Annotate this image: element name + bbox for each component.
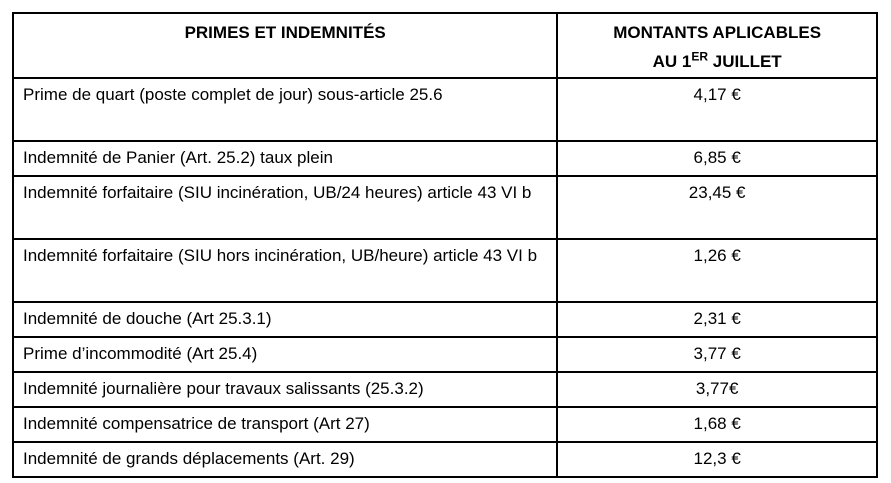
row-amount: 2,31 € [557, 302, 877, 337]
table-row [13, 407, 877, 442]
table-row [13, 302, 877, 337]
row-label: Indemnité de grands déplacements (Art. 29) [13, 442, 557, 477]
row-label: Indemnité compensatrice de transport (Art 27) [13, 407, 557, 442]
table-row [13, 239, 877, 302]
table-row [13, 141, 877, 176]
row-amount: 23,45 € [557, 176, 877, 239]
row-amount: 1,26 € [557, 239, 877, 302]
row-label: Indemnité journalière pour travaux salissants (25.3.2) [13, 372, 557, 407]
row-amount: 3,77 € [557, 337, 877, 372]
row-amount: 12,3 € [557, 442, 877, 477]
table-row [13, 442, 877, 477]
row-label: Prime d’incommodité (Art 25.4) [13, 337, 557, 372]
row-amount: 1,68 € [557, 407, 877, 442]
header-montants-applicables [557, 13, 877, 78]
row-label: Prime de quart (poste complet de jour) sous-article 25.6 [13, 78, 557, 141]
table-row [13, 176, 877, 239]
header-row [13, 13, 877, 78]
row-amount: 4,17 € [557, 78, 877, 141]
row-amount: 3,77€ [557, 372, 877, 407]
row-label: Indemnité de douche (Art 25.3.1) [13, 302, 557, 337]
primes-indemnites-table [12, 12, 878, 478]
table-row [13, 78, 877, 141]
row-label: Indemnité forfaitaire (SIU incinération, UB/24 heures) article 43 VI b [13, 176, 557, 239]
header-primes-et-indemnites: PRIMES ET INDEMNITÉS [13, 13, 557, 78]
header-montants-line2-suffix: JUILLET [708, 52, 782, 71]
table-row [13, 372, 877, 407]
header-montants-line1: MONTANTS APLICABLES [613, 23, 822, 42]
row-amount: 6,85 € [557, 141, 877, 176]
row-label: Indemnité forfaitaire (SIU hors incinération, UB/heure) article 43 VI b [13, 239, 557, 302]
row-label: Indemnité de Panier (Art. 25.2) taux plein [13, 141, 557, 176]
header-montants-superscript: ER [691, 49, 709, 64]
table-row [13, 337, 877, 372]
header-montants-line2-prefix: AU 1 [652, 52, 692, 71]
